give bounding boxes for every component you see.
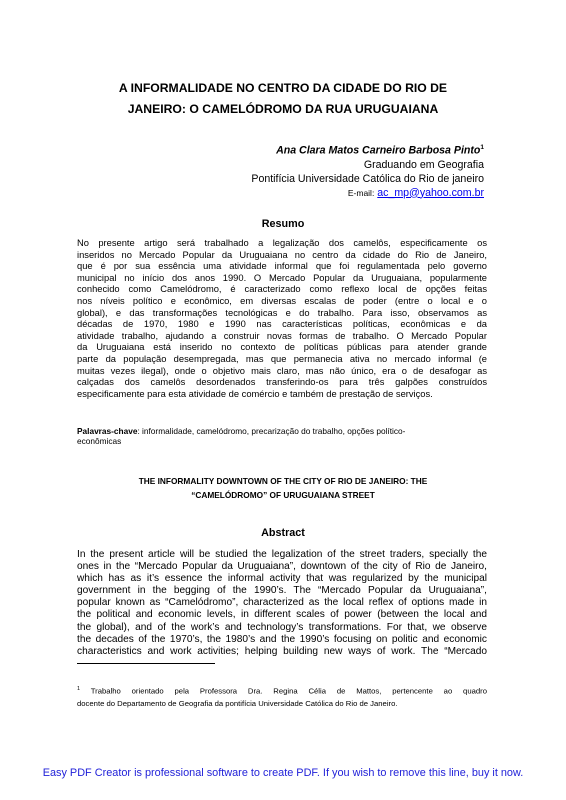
abstract-paragraph — [77, 549, 487, 658]
resumo-line: calçadas dos camelôs desordenados transferindo-os para três galpões construídos — [77, 377, 487, 388]
paper-title-line-2: JANEIRO: O CAMELÓDROMO DA RUA URUGUAIANA — [127, 102, 439, 116]
resumo-line: municipal no início dos anos 1990. O Mercado Popular da Uruguaiana, popularmente — [77, 272, 487, 283]
paper-title-line-1: A INFORMALIDADE NO CENTRO DA CIDADE DO RIO DE — [118, 81, 448, 95]
footnote-text: Trabalho orientado pela Professora Dra. Regina Célia de Mattos, pertencente ao quadro — [80, 686, 487, 696]
english-title-line-1: THE INFORMALITY DOWNTOWN OF THE CITY OF RIO DE JANEIRO: THE — [138, 476, 428, 486]
abstract-line: ones in the “Mercado Popular da Uruguaiana”, downtown of the city of Rio de Janeiro, — [77, 561, 487, 573]
author-name-text: Ana Clara Matos Carneiro Barbosa Pinto — [276, 144, 481, 157]
footnote-line-1 — [77, 683, 487, 698]
abstract-line: In the present article will be studied the legalization of the street traders, specially the — [77, 549, 487, 560]
resumo-line: nos níveis político e econômico, em diversas escalas de poder (entre o local e o — [77, 295, 487, 306]
footnote-line-2: docente do Departamento de Geografia da pontifícia Universidade Católica do Rio de Janeiro. — [77, 699, 398, 709]
resumo-line: décadas de 1970, 1980 e 1990 nas características políticas, econômicas e da — [77, 319, 487, 330]
abstract-line: government in the begging of the 1990’s. The “Mercado Popular da Uruguaiana”, — [77, 585, 487, 597]
footnote-mark: 1 — [77, 686, 81, 692]
resumo-line: especificamente para esta atividade de comércio e também de prestação de serviços. — [77, 388, 433, 399]
abstract-line: which has as it’s essence the informal activity that was regularized by the municipal — [77, 573, 487, 585]
abstract-line: the global), and of the work’s and technology’s transformations. For that, we observe — [77, 621, 487, 633]
resumo-line: atividade trabalho, ajudando a construir novas formas de trabalho. O Mercado Popular — [77, 330, 487, 341]
pdf-creator-banner[interactable]: Easy PDF Creator is professional software to create PDF. If you wish to remove this line, buy it now. — [42, 767, 524, 779]
author-name — [251, 141, 484, 158]
keywords-text: : informalidade, camelódromo, precarização do trabalho, opções político- — [137, 426, 406, 436]
abstract-line: popular known as “Camelódromo”, characterized as the local reflex of options made in — [77, 597, 487, 609]
author-email-row — [251, 186, 484, 200]
keywords-text-continued: econômicas — [77, 436, 122, 446]
author-footnote-mark: 1 — [480, 144, 484, 151]
resumo-line: muitas vezes ilegal), onde o objetivo mais claro, mas não único, era o de desafogar as — [77, 365, 487, 376]
email-link[interactable]: ac_mp@yahoo.com.br — [377, 186, 484, 199]
abstract-line: characteristics and work activities; helping building new ways of work. The “Mercado — [77, 645, 487, 657]
abstract-line: the decades of the 1970’s, the 1980’s and the 1990’s focusing on politic and economic — [77, 633, 487, 645]
email-label: E-mail: — [347, 187, 375, 198]
paper-title — [60, 78, 506, 120]
resumo-line: conhecido como Camelódromo, é caracterizado como reflexo local de opções feitas — [77, 284, 487, 295]
resumo-line: da Uruguaiana está inserido no contexto de políticas públicas para atender grande — [77, 342, 487, 353]
resumo-line: No presente artigo será trabalhado a legalização dos camelôs, especificamente os — [77, 238, 487, 248]
resumo-line: parte da população desempregada, mas que permanecia ativa no mercado informal (e — [77, 353, 487, 364]
resumo-line: global), e das transformações tecnológicas e do trabalho. Para isso, observamos as — [77, 307, 487, 318]
author-block — [251, 141, 484, 200]
abstract-line: the political and economic levels, in different scales of power (between the local and — [77, 609, 487, 621]
english-title-line-2: “CAMELÓDROMO” OF URUGUAIANA STREET — [191, 489, 375, 500]
footnote — [77, 683, 487, 711]
resumo-line: que é por sua essência uma atividade informal que foi regulamentada pelo governo — [77, 261, 487, 272]
keywords — [77, 426, 477, 446]
keywords-label: Palavras-chave — [77, 426, 138, 436]
resumo-line: inseridos no Mercado Popular da Uruguaiana no centro da cidade do Rio de Janeiro, — [77, 249, 487, 260]
author-affiliation-1: Graduando em Geografia — [363, 158, 484, 171]
english-title — [40, 475, 526, 502]
footnote-divider — [77, 663, 215, 664]
abstract-heading: Abstract — [261, 527, 305, 539]
resumo-heading: Resumo — [261, 218, 305, 230]
author-affiliation-2: Pontifícia Universidade Católica do Rio de janeiro — [251, 172, 484, 185]
resumo-paragraph — [77, 238, 487, 400]
